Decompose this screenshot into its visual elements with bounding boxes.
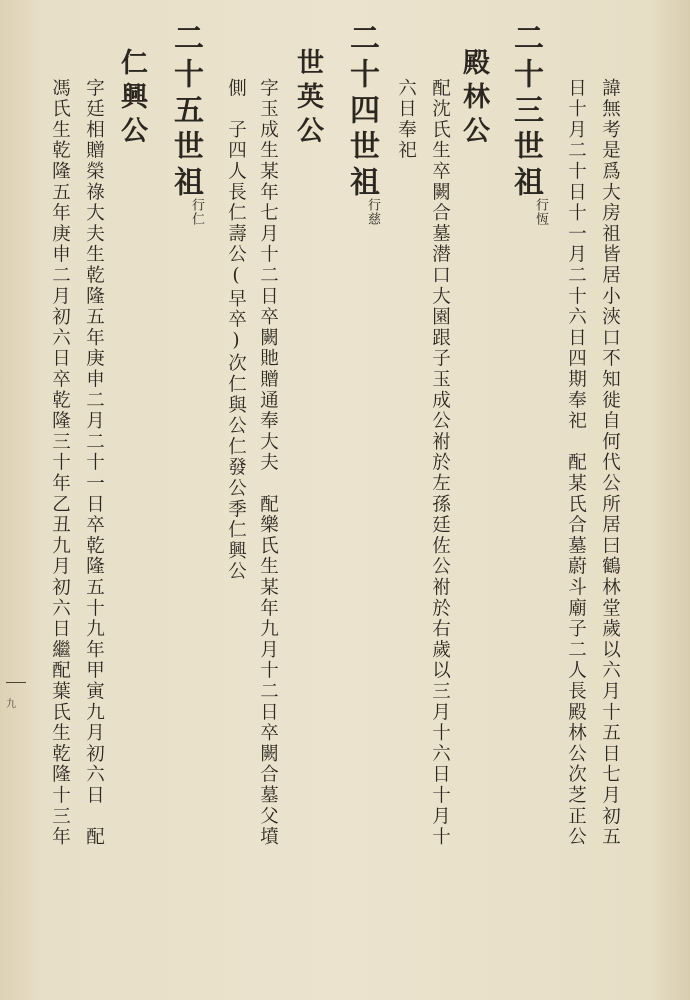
page-marker-rule (6, 682, 26, 683)
ancestor-name-shiying: 世英公 (292, 48, 323, 150)
generation-heading-23: 二十三世祖 (508, 22, 543, 202)
text-column-1: 諱無考是爲大房祖皆居小浹口不知徙自何代公所居曰鶴林堂歲以六月十五日七月初五 (599, 78, 621, 848)
generation-note-23: 行恆 (533, 198, 548, 226)
page-number: 九 (6, 699, 16, 710)
text-column-5: 配沈氏生卒闕合墓潜口大園跟子玉成公祔於左孫廷佐公祔於右歲以三月十六日十月十 (429, 78, 451, 848)
text-column-13: 字廷相贈榮祿大夫生乾隆五年庚申二月二十一日卒乾隆五十九年甲寅九月初六日 配 (83, 78, 105, 848)
ancestor-name-renxing: 仁興公 (116, 48, 147, 150)
generation-note-24: 行慈 (365, 198, 380, 226)
text-column-9: 字玉成生某年七月十二日卒闕貤贈通奉大夫 配樂氏生某年九月十二日卒闕合墓父墳 (257, 78, 279, 848)
generation-heading-24: 二十四世祖 (344, 22, 379, 202)
text-column-2: 日十月二十日十一月二十六日四期奉祀 配某氏合墓蔚斗廟子二人長殿林公次芝正公 (565, 78, 587, 848)
generation-heading-25: 二十五世祖 (168, 22, 203, 202)
text-column-6: 六日奉祀 (395, 78, 417, 162)
text-column-10: 側 子四人長仁壽公(早卒)次仁與公仁發公季仁興公 (225, 78, 247, 583)
text-column-14: 馮氏生乾隆五年庚申二月初六日卒乾隆三十年乙丑九月初六日繼配葉氏生乾隆十三年 (49, 78, 71, 848)
page-marker (6, 682, 26, 710)
ancestor-name-dianlin: 殿林公 (458, 48, 489, 150)
generation-note-25: 行仁 (189, 198, 204, 226)
